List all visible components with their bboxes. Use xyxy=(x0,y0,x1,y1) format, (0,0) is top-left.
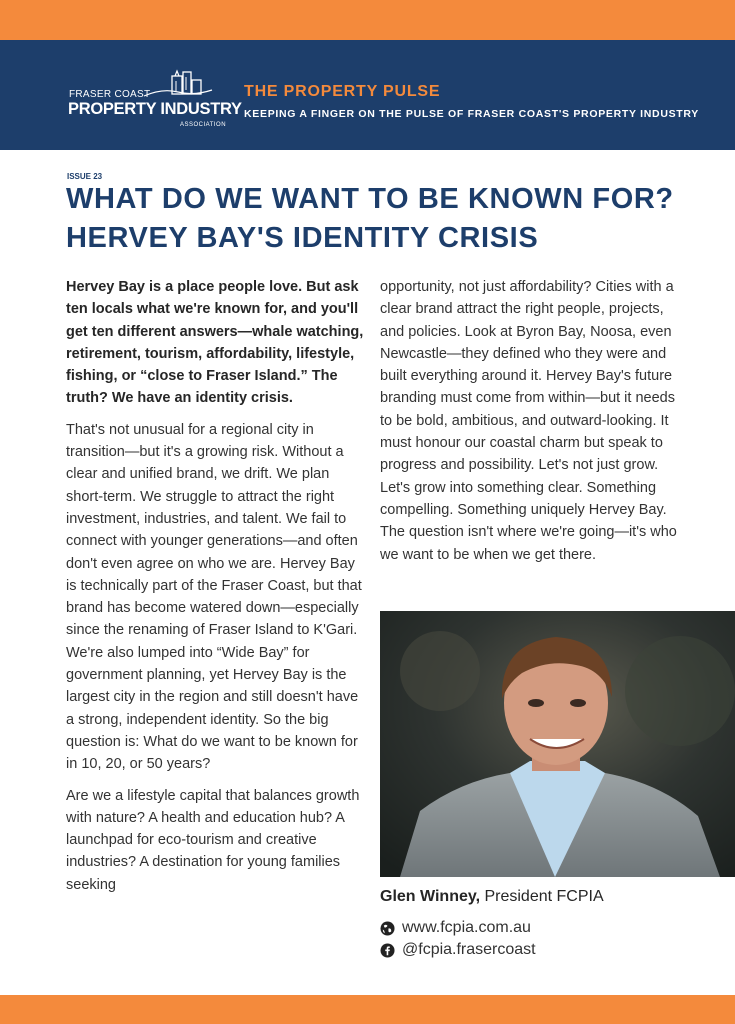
article-paragraph-continued: Are we a lifestyle capital that balances growth with nature? A health and education hub? A launchpad for eco-tourism and creative industries? A destination for young families seeking xyxy=(66,787,360,893)
photo-caption xyxy=(380,888,604,906)
website-link[interactable] xyxy=(380,919,531,937)
top-accent-stripe xyxy=(0,0,735,40)
article-paragraph: That's not unusual for a regional city in transition—but it's a growing risk. Without a clear and unified brand, we drift. We plan short-term. We struggle to attract the right investment, industries, and talent. We fail to connect with younger generations—and often don't even agree on who we are. Hervey Bay is technically part of the Fraser Coast, but that brand has become watered down—especially since the renaming of Fraser Island to K'Gari. We're also lumped into “Wide Bay” for government planning, yet Hervey Bay is the largest city in the region and still doesn't have a strong, independent identity. So the big question is: What do we want to be known for in 10, 20, or 50 years? xyxy=(66,421,362,773)
article-column-right xyxy=(380,276,680,575)
globe-icon xyxy=(380,921,395,936)
author-name: Glen Winney, xyxy=(380,888,481,905)
website-url: www.fcpia.com.au xyxy=(402,919,531,936)
facebook-icon xyxy=(380,943,395,958)
logo-text-property-industry: PROPERTY INDUSTRY xyxy=(68,100,242,118)
logo-text-fraser-coast: FRASER COAST xyxy=(69,89,151,100)
article-headline: WHAT DO WE WANT TO BE KNOWN FOR? HERVEY BAY'S IDENTITY CRISIS xyxy=(66,183,674,254)
article-column-left xyxy=(66,276,364,905)
facebook-handle: @fcpia.frasercoast xyxy=(402,941,536,958)
article-paragraph-continuation: opportunity, not just affordability? Cities with a clear brand attract the right people, projects, and policies. Look at Byron Bay, Noosa, even Newcastle—they defined who they were and built everything around it. Hervey Bay's future branding must come from within—but it needs to be bold, ambitious, and outward-looking. It must honour our coastal charm but speak to progress and possibility. Let's not just grow. Let's grow into something clear. Something compelling. Something uniquely Hervey Bay. The question isn't where we're going—it's who we want to be when we get there. xyxy=(380,279,677,563)
article-lead-paragraph: Hervey Bay is a place people love. But ask ten locals what we're known for, and you'll get ten different answers—whale watching, retirement, tourism, affordability, lifestyle, fishing, or “close to Fraser Island.” The truth? We have an identity crisis. xyxy=(66,279,364,407)
logo-text-association: ASSOCIATION xyxy=(180,122,227,128)
header-banner xyxy=(0,40,735,150)
newsletter-title: THE PROPERTY PULSE xyxy=(244,83,441,100)
bottom-accent-stripe xyxy=(0,995,735,1024)
author-portrait-photo xyxy=(380,611,735,877)
fcpia-logo xyxy=(68,68,242,132)
author-role: President FCPIA xyxy=(484,888,604,905)
building-skyline-icon xyxy=(142,68,214,102)
facebook-link[interactable] xyxy=(380,941,536,959)
newsletter-tagline: KEEPING A FINGER ON THE PULSE OF FRASER COAST'S PROPERTY INDUSTRY xyxy=(244,108,700,120)
issue-number: ISSUE 23 xyxy=(67,172,103,181)
